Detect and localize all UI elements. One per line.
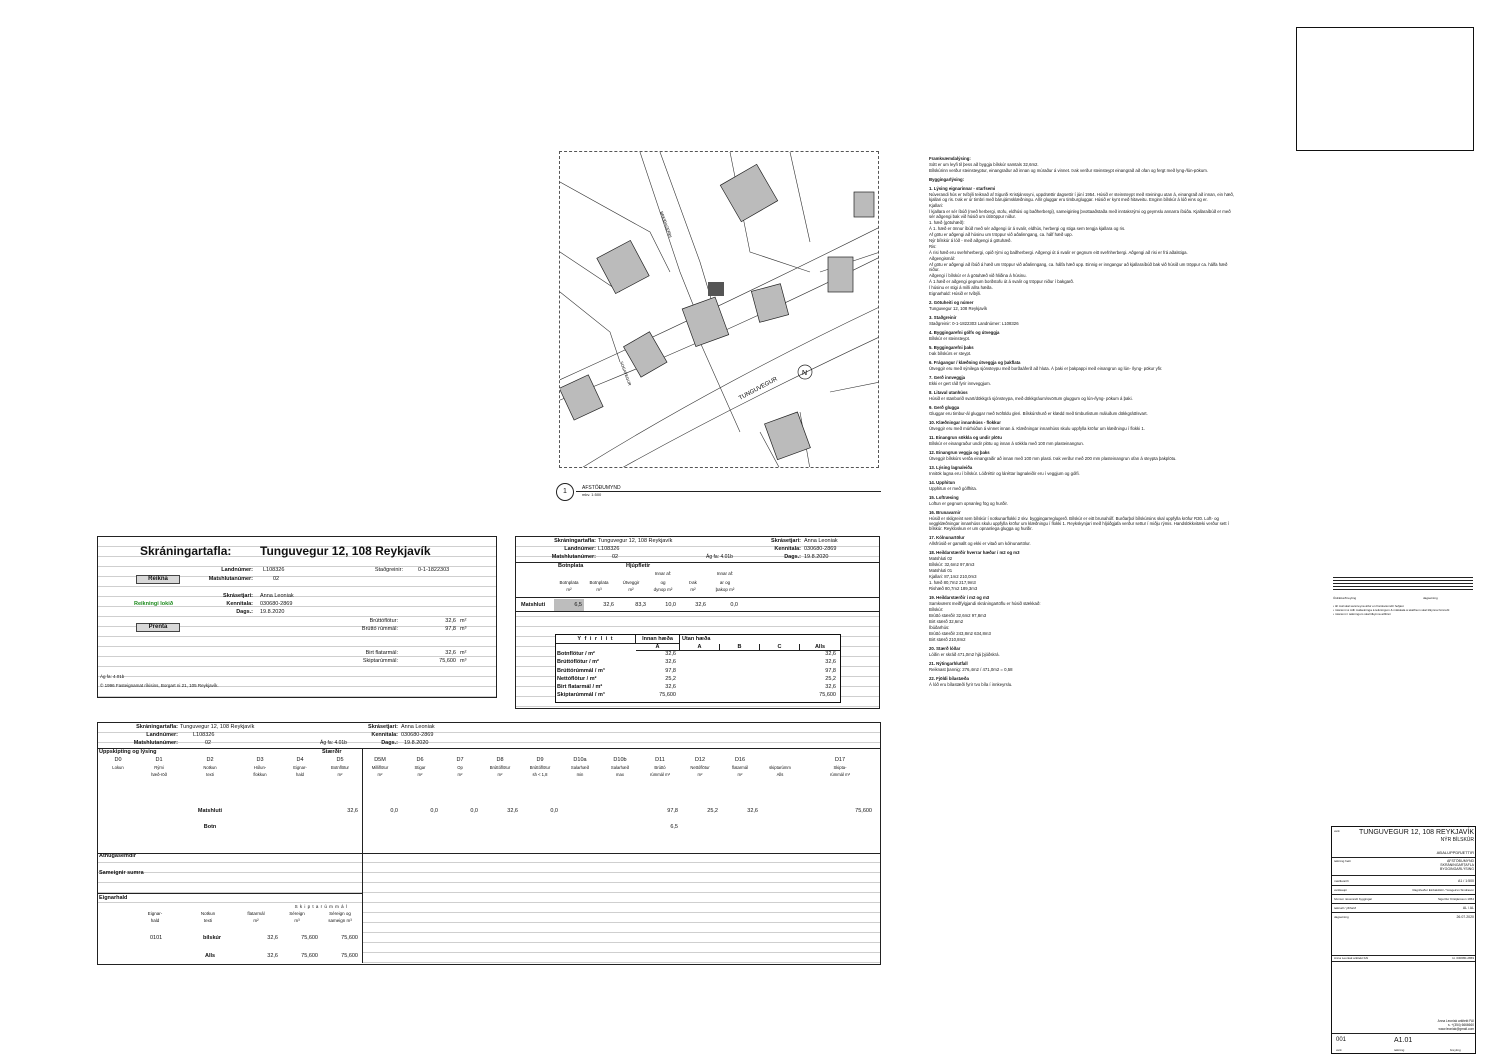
note-paragraph: Útveggir eru með sýnilega sjónsteypu með borðaáferð að hluta. Á þaki er þakpappi með einangrun og lún- /lyng- pökur yfir. [929,366,1163,371]
column-header: D5 [336,757,344,763]
copyright: © 1996 Fasteignamat ríkisins, Borgart ni 21, 105 Reykjavík. [100,683,219,688]
matshluti-row-label: Matshluti [521,602,546,608]
column-header: D10a [573,757,587,763]
birt-value: 32,6 [445,650,456,656]
note-heading: Byggingarlýsing: [929,177,965,182]
street-label: TUNGUVEGUR [738,376,779,402]
column-header: hald [296,772,304,777]
column-header: flokkun [253,772,267,777]
note-paragraph: Bílskúr er steinsteypt. [929,336,971,341]
note-paragraph: Á lóð eru bílastæði fyrir tvo bíla í innkeyrslu. [929,682,1013,687]
stadgreinir-value: 0-1-1822303 [418,567,450,573]
revision-table: Útdráttur/breyting dagsetning • öll mál skal sannreyna áður en framkvæmdir hefjast • misræmi á milli málsetninga á teikningum & málskala á skalfnum skal tilkynna hönnuði • misræmi í teikningum skal tilkynna aðilinni [1333,577,1473,622]
column-header: texti [206,772,214,777]
stamp-box [1296,27,1474,151]
note-paragraph: Ris: [929,244,937,249]
note-paragraph: Eignarhald: Húsið er tvíbýli. [929,291,982,296]
column-header: D1 [155,757,163,763]
column-header: m² [417,772,423,777]
registration-sheet-2: Skráningartafla: Tunguvegur 12, 108 Reykjavík Skrásetjari: Anna Leoniak Landnúmer: L108326 Kennitala: 030680-2869 Matshlutanúmer: 02 Ág fa: 4.01b Dags.: 19.8.2020 Botnplata Hjúpfletir Botnplata Botnplata Útveggir Innar af: og dynop m² Þak Innar af: ar og þakop m² m² m³ m² m² Matshluti 6,5 32,6 83,3 10,0 32,6 0,0 Y f i r l i t Innan hæða Utan hæða A A B C Alls Botnflötur / m² 32,6 32,6 Brúttóflötur / m² 32,6 32,6 Brúttórúmmál / m³ 97,8 97,8 Nettóflötur / m² 25,2 25,2 Birt flatarmál / m² 32,6 32,6 Skiptarúmmál / m³ 75,600 75,600 [515,536,880,709]
note-paragraph: Upphitun er með gólfhita. [929,486,978,491]
note-paragraph: Bílskúr: 32,6m2 97,8m3 [929,562,975,567]
column-header: Stigar [414,765,426,770]
note-paragraph: Kjallari: [929,203,944,208]
note-paragraph: Matshluti 01 [929,568,953,573]
site-plan-drawing [560,152,879,468]
column-header: D6 [416,757,424,763]
note-heading: 14. Upphitun [929,480,956,485]
note-heading: 15. Loftræsing [929,495,959,500]
note-heading: 19. Heildarstærðir í m2 og m3 [929,595,990,600]
note-paragraph: Sótt er um leyfi til þess að byggja bílskúr samtals 32,6m2. [929,162,1039,167]
note-heading: 11. Einangrun sökkla og undir plötu [929,435,1002,440]
column-header: Milliflötur [371,765,389,770]
column-header: D10b [613,757,627,763]
note-paragraph: Húsið er stanborið svart/dökkgrá sjónsteypa, með dökkgráum/svörtum gluggum og lún-/lyng- pökum á þaki. [929,396,1133,401]
sheet-number: A1.01 [1394,1037,1413,1044]
note-paragraph: Þak bílskúrs er steypt. [929,351,972,356]
column-header: Salarhæð [570,765,590,770]
overview-table: Y f i r l i t Innan hæða Utan hæða A A B C Alls Botnflötur / m² 32,6 32,6 Brúttóflötur / m² 32,6 32,6 Brúttórúmmál / m³ 97,8 97,8 Nettóflötur / m² 25,2 25,2 Birt flatarmál / m² 32,6 32,6 Skiptarúmmál / m³ 75,600 75,600 [555,634,841,703]
note-heading: 8. Litaval utanhúss [929,390,968,395]
note-paragraph: Ekki er gert ráð fyrir innveggjum. [929,381,991,386]
overview-row: Brúttórúmmál / m³ 97,8 97,8 [557,667,836,674]
note-heading: 18. Heildarstærðir hverrar hæðar í m2 og m3 [929,550,1020,555]
registration-detail-sheet: Skráningartafla: Tunguvegur 12, 108 Reykjavík Skrásetjari: Anna Leoniak Landnúmer: L108326 Kennitala: 030680-2869 Matshlutanúmer: 02 Ág fa: 4.01b Dags.: 19.8.2020 Uppskipting og lýsing Stærðir D0 Lokun D1 Rými hæð-röð D2 Notkun texti D3 Hólun- flokkun D4 Eignar- hald D5 Botnflötur m² D5M Milliflötur m² D6 Stigar m² D7 Op m² D8 Brúttóflötur m² D9 Brúttóflötur sh < 1,8 D10a Salarhæð min D10b Salarhæð max D11 Brúttó rúmmál m³ D12 Nettóflötur m² D16 flatarmál m² D17 Skipta- rúmmál m³ skiptarúmm Alls Matshluti 32,6 0,0 0,0 0,0 32,6 0,0 97,8 25,2 32,6 75,600 Botn 6,5 Athugasemdir Sameignir sumra Eignarhald S k i p t a r ú m m á l Eignar- hald Notkun texti flatarmál m² Séreign m³ Séreign og sameign m³ 0101 bílskúr 32,6 75,600 75,600 Alls 32,6 75,600 75,600 [97,722,881,965]
column-header: Rými [154,765,164,770]
note-heading: 21. Nýtingarhlutfall [929,661,968,666]
note-paragraph: Rishæð 80,7m2 189,3m3 [929,586,978,591]
note-heading: 1. Lýsing eignarinnar - starfsemi [929,186,996,191]
column-header: rúmmál m³ [829,772,850,777]
note-heading: 9. Gerð glugga [929,405,960,410]
column-header: m² [457,772,463,777]
note-paragraph: Á 1. hæð er önnur íbúð með sér aðgengi úr á svalir, eldhús, herbergi og stiga sem tengja kjallara og ris. [929,226,1126,231]
eignarhald-label: Eignarhald [99,895,128,901]
note-paragraph: Nýr bílskúr á lóð - með aðgengi á götuhæð. [929,238,1012,243]
column-header: D12 [694,757,706,763]
column-header: Nettóflötur [690,765,710,770]
note-paragraph: Á risi hæð eru svefnherbergi, opið rými og baðherbergi. Aðgengi út á svalir er gegnum eitt svefnherbergi. Aðgengi að risi er frá aðalstiga. [929,250,1188,255]
note-heading: 22. Fjöldi bílastæða [929,676,969,681]
note-heading: 6. Frágangur / klæðning útveggja og þakflata [929,360,1021,365]
column-header: Skipta- [833,765,847,770]
overview-row: Skiptarúmmál / m³ 75,600 75,600 [557,692,836,699]
kennitala-value: 030680-2869 [260,601,293,607]
svg-text:N: N [802,370,808,377]
section-staerdir: Stærðir [322,749,342,755]
note-paragraph: Tunguvegur 12, 108 Reykjavík [929,306,988,311]
side-street-label-2: SOGAVEGUR [619,360,633,387]
note-paragraph: 1. hæð (götuhæð): [929,220,965,225]
column-header: D17 [834,757,846,763]
version-label: Ág fa: 4.01b [100,674,125,679]
title-block: verk TUNGUVEGUR 12, 108 REYKJAVÍK NÝR BÍLSKÚR AÐALUPPDRÆTTIR teikning heiti AFSTÖÐUMYND SKRÁNINGARTAFLA BYGGINGARLÝSING mælikvarði A1 / 1:500 verkkaupi Ragnheiður Einbaldóttir / Vésgeirsn Sindrason hönnun núverandi byggingar Sigurður Kristjánsson 1954 teiknað / yfirfarið AL / AL dagsetning 26.07.2020 Anna Leoniak arkitekt FAI kt. 030680-2869 Anna Leoniak arkitekt FAI s. +(354) 6666660 www.leoniak@gmail.com 001 A1.01 verk teikning breyting [1331,826,1476,1054]
column-header: Brúttóflötur [489,765,511,770]
note-paragraph: Brúttó stærðir 32,6m2 97,8m3 [929,613,987,618]
bruttorummal-value: 97,8 [445,626,456,632]
note-heading: 10. Klæðningar innanhúss - flokkur [929,420,1001,425]
note-paragraph: Loftun er gegnum opnanleg fög og hurðir. [929,501,1008,506]
column-header: Brúttóflötur [529,765,551,770]
note-paragraph: Aðgengismál: [929,256,956,261]
note-paragraph: Húsið er skilgreint sem bílskúr í notkunarflokki 2 skv. byggingarreglugerð. Bílskúr er eitt brunahólf. Burðarþol bílskúrsins skal uppfylla kröfur R30. Loft- og veggklæðningar innanhúss skulu uppfylla kröfur um klæðningu í flokki 1. Reykskynjari með hljóðgjafa verður settur í miðju rýmis. Handslökkvitæki verður sett í bílskúr. Reykloskun er um opnanlega glugga og hurðir. [929,516,1229,531]
project-number: 001 [1336,1037,1347,1043]
column-header: D5M [374,757,386,763]
note-paragraph: Birt stærð 32,6m2 [929,619,964,624]
tb-project: NÝR BÍLSKÚR [1440,837,1474,843]
column-header: Botnflötur [331,765,349,770]
note-heading: 5. Byggingarefni þaks [929,345,974,350]
note-heading: 12. Einangrun veggja og þaks [929,450,990,455]
note-paragraph: Bílskúr er einangraður undir plötu og innan á sökkla með 100 mm plasteinangrun. [929,441,1085,446]
column-header: m² [497,772,503,777]
note-paragraph: Útveggir eru með múrhúðun á vinnet innan á. Klæðningar innanhúss skulu uppfylla kröfur um klæðningu í flokki 1. [929,426,1145,431]
column-header: sh < 1,8 [532,772,548,777]
overview-row: Nettóflötur / m² 25,2 25,2 [557,675,836,682]
note-paragraph: Í húsinu er stigi á milli allra hæða. [929,285,993,290]
note-paragraph: Í kjallara er sér íbúð (með herbergi, stofu, eldhúsi og baðherbergi), sameiginleg þvottaaðstaða með inntaksrými og geymslu annarra íbúða. Kjallaraíbúð er með sér aðgengi bak við húsið um útitröppur niður. [929,209,1231,219]
column-header: hæð-röð [151,772,167,777]
table-row: Matshluti 32,6 0,0 0,0 0,0 32,6 0,0 97,8 25,2 32,6 75,600 [197,808,872,814]
note-heading: 7. Gerð innveggja [929,375,966,380]
note-paragraph: Kjallari: 87,1m2 210,0m3 [929,574,977,579]
note-paragraph: Gluggar eru timbur-ál gluggar með tvöföldu gleri. Bílskúrshurð er klædd með timburlistum máluðum dökkgrátt/svart. [929,411,1148,416]
site-plan [559,151,879,468]
column-header: Hólun- [253,765,267,770]
column-header: skiptarúmm [769,765,791,770]
note-paragraph: Útveggir bílskúrs verða einangraðir að innan með 100 mm plasti. Þak verður með 200 mm plasteinangrun ofan á steypta þakplötu. [929,456,1177,461]
bruttoflotur-value: 32,6 [445,618,456,624]
column-header: D7 [456,757,464,763]
column-header: m² [377,772,383,777]
registration-summary-sheet: Skráningartafla: Tunguvegur 12, 108 Reykjavík Landnúmer: L108326 Staðgreinir: 0-1-1822303 Reikna Matshlutanúmer: 02 Skrásetjari: Anna Leoniak Reikningi lokið Kennitala: 030680-2869 Dags.: 19.8.2020 Prenta Brúttóflötur: 32,6 m² Brúttó rúmmál: 97,8 m³ Birt flatarmál: 32,6 m² Skiptarúmmál: 75,600 m³ Ág fa: 4.01b © 1996 Fasteignamat ríkisins, Borgart ni 21, 105 Reykjavík. [97,536,497,698]
column-header: rúmmál m³ [649,772,670,777]
column-header: Notkun [203,765,217,770]
skrasetjari-value: Anna Leoniak [260,593,294,599]
ownership-row: 0101 bílskúr 32,6 75,600 75,600 Alls 32,6 75,600 75,600 [98,930,362,963]
column-header: Salarhæð [610,765,630,770]
athugasemdir-label: Athugasemdir [99,853,136,859]
column-header: Brúttó [654,765,666,770]
note-heading: 13. Lýsing lagnaleiða [929,465,973,470]
note-paragraph: Allsfrúsið er gamallt og ekki er vitað um kólnunartölur. [929,541,1031,546]
column-header: Eignar- [293,765,307,770]
view-label [556,483,881,499]
column-header: m² [737,772,743,777]
view-scale: mkv. 1:500 [582,492,602,497]
column-header: D8 [496,757,504,763]
calculation-done-status: Reikningi lokið [134,601,174,607]
sameignir-label: Sameignir sumra [99,870,144,876]
overview-row: Botnflötur / m² 32,6 32,6 [557,651,836,657]
note-heading: 4. Byggingarefni gólfs og útveggja [929,330,1000,335]
note-paragraph: Birt stærð 210,8m2 [929,637,966,642]
landnumer-value: L108326 [263,567,285,573]
note-heading: 20. Stærð lóðar [929,646,961,651]
column-header: D2 [206,757,214,763]
column-header: m² [697,772,703,777]
sheet-title: Skráningartafla: [140,544,232,558]
column-headers [98,757,880,787]
note-paragraph: Aðgengi í bílskúr er á götuhæð við hliðina á húsinu. [929,273,1027,278]
note-paragraph: Innitök lagna eru í bílskúr. Lóðréttir og láréttar lagnaleiðir eru í veggjum og gólfi. [929,471,1080,476]
column-header: flatarmál [731,765,749,770]
note-paragraph: Staðgreinir: 0-1-1822303 Landnúmer: L108326 [929,321,1019,326]
column-header: Lokun [112,765,124,770]
column-header: D0 [114,757,122,763]
tb-subject: AÐALUPPDRÆTTIR [1436,850,1474,855]
table-row: Botn 6,5 [203,824,678,830]
note-paragraph: Reiknast þannig: 276,4m2 / 471,0m2 = 0,58 [929,667,1013,672]
note-paragraph: Matshluti 02 [929,556,953,561]
note-heading: 17. Kólnunartölur [929,535,965,540]
note-paragraph: Bílskúrinn verður steinsteyptur, einangraður að innan og múraður á vinnet. Þak verður steinsteypt einangrað að ofan og fergt með lyng-/lún-pökum. [929,168,1208,173]
matshluta-value: 02 [273,576,280,582]
view-title: AFSTÖÐUMYND [582,485,621,491]
column-header: m² [337,772,343,777]
note-paragraph: Núverandi hús er tvíbýli teiknað af Sigurði Kristjánssyni, uppdrættir dagsettir í júní 1954. Húsið er steinsteypt með steiningu utan á, einangrað að innan, ein hæð, kjallari og ris. Þak er úr timbri með bárujárnsklæðningu. Allir gluggar eru timburgluggar. Húsið er kynt með hitaveitu. Enginn bílskúr á lóð eins og er. [929,192,1234,202]
note-heading: 16. Brunavarnir [929,510,961,515]
tb-address: TUNGUVEGUR 12, 108 REYKJAVÍK [1358,829,1474,836]
column-header: D9 [536,757,544,763]
column-header: Alls [776,772,784,777]
note-paragraph: Lóðin er skráð 471,0m2 hjá þjóðskrá. [929,652,1000,657]
skiptarummal-value: 75,600 [439,658,456,664]
column-header: min [576,772,584,777]
garage-footprint [708,282,724,296]
sheet-address: Tunguvegur 12, 108 Reykjavík [260,544,431,558]
note-paragraph: Íbúðarhús: [929,625,950,630]
note-paragraph: Á 1.hæð er aðgengi gegnum borðstofu út á svalir og tröppur niður í bakgarð. [929,279,1074,284]
note-paragraph: Bílskúr: [929,607,944,612]
prenta-button[interactable]: Prenta [136,623,180,632]
section-uppskipting: Uppskipting og lýsing [99,749,157,755]
column-header: Op [457,765,463,770]
column-header: max [616,772,624,777]
note-heading: Framkvæmdalýsing: [929,156,971,161]
side-street-label: BREIÐAGERÐI [659,210,674,239]
building-description [929,152,1234,882]
note-paragraph: 1. hæð 80,7m2 217,9m3 [929,580,976,585]
overview-row: Birt flatarmál / m² 32,6 32,6 [557,684,836,691]
column-header: D3 [256,757,264,763]
note-paragraph: Af götu er aðgengi að íbúð á hæð um tröppur við aðalinngang, ca. hálfa hæð upp. Einnig er inngangur að kjallaraíbúð bak við húsið um tröppur ca. hálfa hæð niður. [929,262,1228,272]
column-header: D4 [296,757,304,763]
column-header: D11 [655,757,665,763]
view-number-circle: 1 [556,483,574,501]
note-paragraph: Brúttó stærðir 243,8m2 634,8m3 [929,631,991,636]
dags-value: 19.8.2020 [260,609,285,615]
column-header: D16 [734,757,746,763]
reikna-button[interactable]: Reikna [136,575,180,584]
note-paragraph: Af götu er aðgengi að húsinu um tröppur við aðalinngang, ca. hálf hæð upp. [929,232,1073,237]
note-paragraph: Samkvæmt meðfylgjandi skráningartöflu er húsið stækkað: [929,601,1041,606]
note-heading: 3. Staðgreinir [929,315,957,320]
overview-row: Brúttóflötur / m² 32,6 32,6 [557,659,836,666]
note-heading: 2. Götuheiti og númer [929,300,974,305]
